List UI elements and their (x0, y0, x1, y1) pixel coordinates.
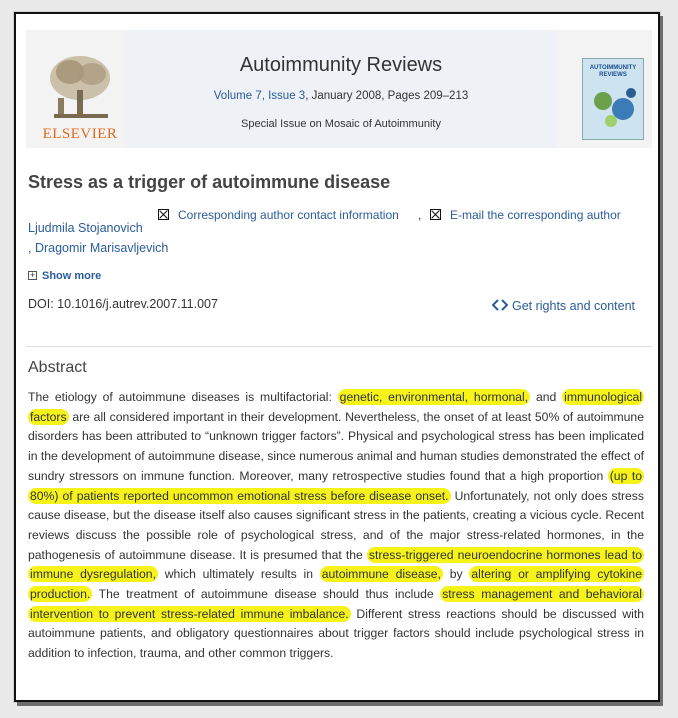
elsevier-logo[interactable] (40, 50, 120, 146)
corresponding-author-icon[interactable] (158, 209, 169, 220)
abstract-segment: Different stress reactions should be discussed with autoimmune patients, and obligatory questionnaires about trigger factors should include psychological stress in addition to infection, trauma, and other common triggers. (28, 606, 644, 661)
highlighted-text: stress management and behavioral intervention to prevent stress-related immune imbalance. (30, 587, 642, 621)
journal-issue-line (126, 90, 556, 102)
journal-cover-image[interactable] (582, 58, 644, 140)
abstract-segment: The etiology of autoimmune diseases is multifactorial: (28, 390, 338, 404)
journal-header-center (126, 30, 556, 148)
publisher-name: ELSEVIER (42, 126, 118, 142)
cover-title: AUTOIMMUNITY REVIEWS (589, 65, 637, 78)
highlighted-text: altering or amplifying cytokine production. (30, 567, 642, 602)
email-author-link[interactable]: E-mail the corresponding author (450, 208, 621, 222)
journal-header (26, 30, 652, 148)
abstract-segment: The treatment of autoimmune disease should thus include (92, 587, 441, 602)
issue-details: , January 2008, Pages 209–213 (305, 90, 469, 102)
corresponding-author-link[interactable]: Corresponding author contact information (178, 208, 399, 222)
journal-title[interactable]: Autoimmunity Reviews (239, 54, 443, 76)
show-more-link[interactable]: Show more (42, 270, 102, 282)
abstract-segment: and (530, 390, 563, 404)
article-title: Stress as a trigger of autoimmune disease (28, 172, 391, 192)
highlighted-text: (up to 80%) of patients reported uncommon emotional stress before disease onset. (30, 468, 643, 503)
special-issue-label: Special Issue on Mosaic of Autoimmunity (241, 118, 441, 130)
abstract-segment: Unfortunately, not only does stress cause disease, but the disease itself also causes significant stress in the patients, creating a vicious cycle. Recent reviews discuss the possible role of psychological stress, and of the major stress-related hormones, in the pathogenesis of autoimmune disease. It is presumed that the (28, 488, 644, 562)
abstract-segment: are all considered important in their development. Nevertheless, the onset of at least 50% of autoimmune disorders has been attributed to “unknown trigger factors”. Physical and psychological stress has been implicated in the development of autoimmune disease, since numerous animal and human studies demonstrated the effect of sundry stressors on immune function. Moreover, many retrospective studies found that a high proportion (28, 409, 644, 483)
highlighted-text: genetic, environmental, hormonal, (339, 390, 529, 404)
rights-icon[interactable] (492, 299, 508, 311)
abstract-heading: Abstract (28, 359, 87, 376)
get-rights-link[interactable]: Get rights and content (512, 299, 635, 313)
highlighted-text: autoimmune disease, (321, 567, 441, 582)
email-icon[interactable] (430, 209, 441, 220)
doi-text: DOI: 10.1016/j.autrev.2007.11.007 (28, 297, 218, 311)
screenshot-frame (14, 12, 660, 702)
highlighted-text: stress-triggered neuroendocrine hormones lead to immune dysregulation, (30, 547, 642, 582)
author-marisavljevich[interactable]: , Dragomir Marisavljevich (28, 241, 169, 255)
abstract-body (28, 388, 644, 664)
author-stojanovich[interactable]: Ljudmila Stojanovich (28, 221, 143, 235)
author-separator: , (418, 208, 422, 222)
volume-issue-link[interactable]: Volume 7, Issue 3 (213, 90, 306, 102)
highlighted-text: immunological factors (30, 390, 643, 424)
section-divider (26, 346, 652, 347)
abstract-segment: which ultimately results in (157, 567, 320, 582)
abstract-segment: by (442, 567, 470, 582)
cover-art-icon (583, 79, 643, 139)
expand-plus-icon[interactable]: + (29, 270, 36, 280)
tree-icon (40, 50, 120, 124)
